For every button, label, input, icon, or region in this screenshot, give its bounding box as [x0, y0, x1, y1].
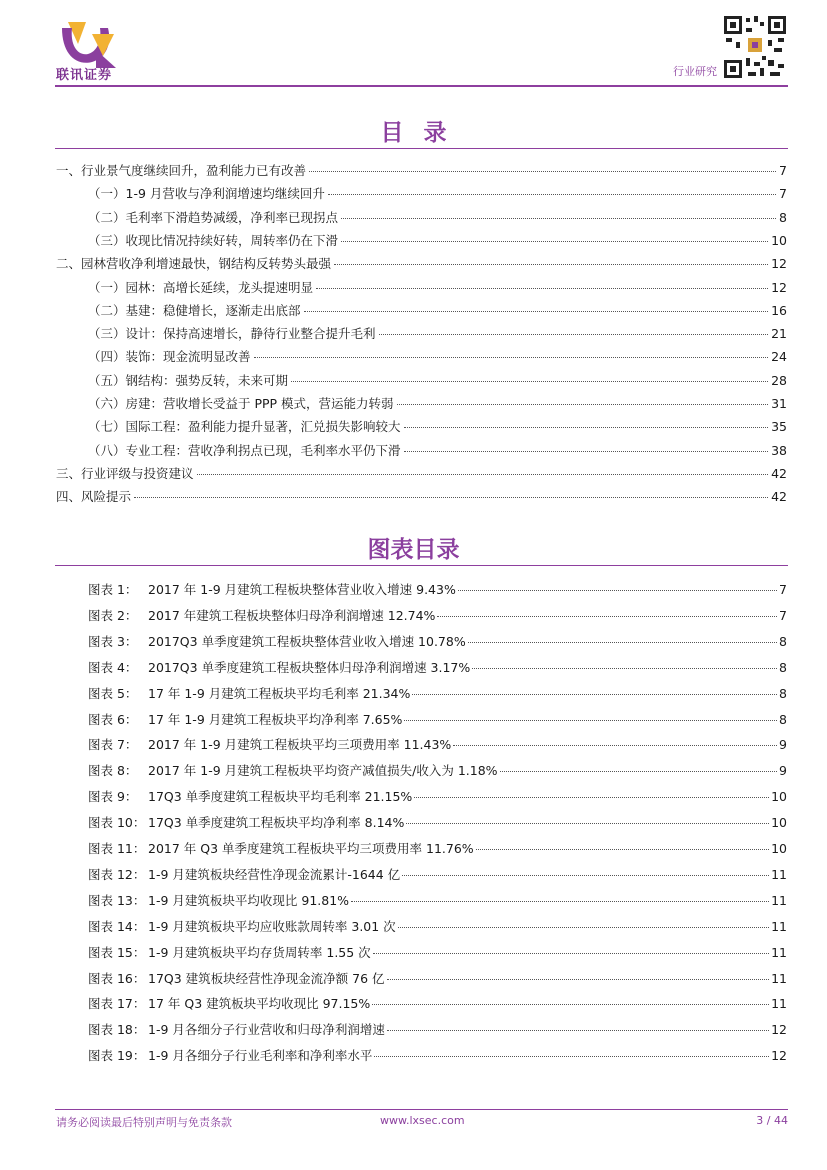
toc-entry-page: 42 — [771, 465, 787, 481]
figure-entry-tag: 图表 5： — [88, 685, 138, 701]
figure-entry[interactable] — [0, 969, 827, 991]
toc-leader-dots — [341, 241, 768, 242]
figure-leader-dots — [468, 642, 777, 643]
toc-entry-page: 12 — [771, 256, 787, 272]
toc-entry-label: （八）专业工程：营收净利拐点已现，毛利率水平仍下滑 — [88, 442, 401, 458]
toc-entry[interactable] — [0, 184, 827, 206]
figure-entry-page: 12 — [771, 1048, 787, 1064]
figure-leader-dots — [404, 720, 777, 721]
figure-leader-dots — [458, 590, 777, 591]
figure-entry[interactable] — [0, 839, 827, 861]
figure-entry-label: 1-9 月各细分子行业毛利率和净利率水平 — [148, 1048, 373, 1064]
figure-entry-tag: 图表 15： — [88, 944, 146, 960]
toc-entry[interactable] — [0, 417, 827, 439]
figure-leader-dots — [387, 979, 770, 980]
figure-entry[interactable] — [0, 710, 827, 732]
figure-entry-page: 8 — [779, 633, 787, 649]
figure-leader-dots — [351, 901, 769, 902]
figure-entry-label: 17 年 1-9 月建筑工程板块平均毛利率 21.34% — [148, 685, 411, 701]
toc-entry-label: 四、风险提示 — [56, 489, 132, 505]
figure-leader-dots — [476, 849, 769, 850]
figure-entry-tag: 图表 14： — [88, 918, 146, 934]
figure-leader-dots — [500, 771, 778, 772]
figure-entry[interactable] — [0, 891, 827, 913]
figure-entry[interactable] — [0, 684, 827, 706]
toc-entry[interactable] — [0, 441, 827, 463]
figure-entry-page: 11 — [771, 996, 787, 1012]
figure-entry-page: 9 — [779, 737, 787, 753]
toc-entry-label: （七）国际工程：盈利能力提升显著，汇兑损失影响较大 — [88, 419, 401, 435]
figure-entry-page: 12 — [771, 1022, 787, 1038]
toc-leader-dots — [404, 427, 769, 428]
toc-entry[interactable] — [0, 464, 827, 486]
figure-entry-label: 1-9 月各细分子行业营收和归母净利润增速 — [148, 1022, 385, 1038]
figure-entry-tag: 图表 7： — [88, 737, 138, 753]
section-label: 行业研究 — [673, 65, 717, 78]
figure-entry-page: 8 — [779, 711, 787, 727]
figure-entry-label: 1-9 月建筑板块平均收现比 91.81% — [148, 892, 350, 908]
figure-entry-page: 7 — [779, 607, 787, 623]
toc-entry-label: 二、园林营收净利增速最快，钢结构反转势头最强 — [56, 256, 332, 272]
figure-entry[interactable] — [0, 632, 827, 654]
figure-entry-tag: 图表 4： — [88, 659, 138, 675]
toc-leader-dots — [134, 497, 768, 498]
figure-entry-tag: 图表 2： — [88, 607, 138, 623]
toc-leader-dots — [309, 171, 776, 172]
qr-code-icon — [722, 14, 788, 80]
figure-entry-page: 11 — [771, 944, 787, 960]
figure-list-title: 图表目录 — [367, 537, 460, 563]
toc-entry-label: （一）园林：高增长延续，龙头提速明显 — [88, 279, 314, 295]
figure-entry-label: 2017Q3 单季度建筑工程板块整体归母净利润增速 3.17% — [148, 659, 471, 675]
toc-entry[interactable] — [0, 394, 827, 416]
toc-entry-page: 42 — [771, 489, 787, 505]
figure-entry[interactable] — [0, 994, 827, 1016]
toc-entry-label: （五）钢结构：强势反转，未来可期 — [88, 372, 289, 388]
figure-entry[interactable] — [0, 813, 827, 835]
figure-entry[interactable] — [0, 917, 827, 939]
toc-leader-dots — [397, 404, 769, 405]
toc-leader-dots — [304, 311, 769, 312]
figure-entry-label: 2017 年 1-9 月建筑工程板块整体营业收入增速 9.43% — [148, 582, 456, 597]
figure-entry-label: 1-9 月建筑板块平均存货周转率 1.55 次 — [148, 944, 371, 960]
figure-entry-label: 2017 年 1-9 月建筑工程板块平均资产减值损失/收入为 1.18% — [148, 763, 498, 779]
figure-entry-page: 11 — [771, 918, 787, 934]
figure-entry[interactable] — [0, 580, 827, 602]
footer-disclaimer[interactable]: 请务必阅读最后特别声明与免责条款 — [56, 1116, 232, 1129]
toc-title-divider — [55, 148, 788, 149]
toc-entry-label: （四）装饰：现金流明显改善 — [88, 349, 251, 365]
footer-page-number: 3 / 44 — [756, 1114, 788, 1127]
toc-entry-page: 38 — [771, 442, 787, 458]
toc-entry-page: 35 — [771, 419, 787, 435]
toc-leader-dots — [328, 194, 776, 195]
toc-entry[interactable] — [0, 347, 827, 369]
figure-entry-tag: 图表 13： — [88, 892, 146, 908]
figure-entry[interactable] — [0, 1046, 827, 1068]
toc-entry-label: 三、行业评级与投资建议 — [56, 465, 194, 481]
figure-leader-dots — [372, 1004, 769, 1005]
toc-entry-label: （二）基建：稳健增长，逐渐走出底部 — [88, 302, 301, 318]
toc-entry-label: （三）设计：保持高速增长，静待行业整合提升毛利 — [88, 326, 376, 342]
figure-entry[interactable] — [0, 865, 827, 887]
figure-entry[interactable] — [0, 658, 827, 680]
figure-entry-label: 2017Q3 单季度建筑工程板块整体营业收入增速 10.78% — [148, 633, 466, 649]
toc-entry-page: 16 — [771, 302, 787, 318]
figure-entry-page: 10 — [771, 789, 787, 805]
footer-divider — [55, 1109, 788, 1110]
figure-leader-dots — [414, 797, 769, 798]
figure-leader-dots — [412, 694, 777, 695]
toc-entry[interactable] — [0, 254, 827, 276]
toc-leader-dots — [341, 218, 776, 219]
toc-leader-dots — [291, 381, 768, 382]
toc-entry[interactable] — [0, 231, 827, 253]
figure-entry-tag: 图表 10： — [88, 815, 146, 831]
toc-entry-page: 31 — [771, 396, 787, 411]
figure-entry-page: 11 — [771, 970, 787, 986]
toc-entry[interactable] — [0, 208, 827, 230]
figure-leader-dots — [387, 1030, 769, 1031]
figure-leader-dots — [453, 745, 777, 746]
figure-entry[interactable] — [0, 606, 827, 628]
figure-entry-page: 8 — [779, 685, 787, 701]
figure-entry[interactable] — [0, 735, 827, 757]
figure-entry-tag: 图表 6： — [88, 711, 138, 727]
toc-leader-dots — [379, 334, 769, 335]
figure-entry-label: 2017 年 1-9 月建筑工程板块平均三项费用率 11.43% — [148, 737, 452, 753]
figure-entry-page: 11 — [771, 892, 787, 908]
figure-entry-tag: 图表 1： — [88, 582, 138, 597]
footer-website[interactable]: www.lxsec.com — [380, 1114, 465, 1127]
toc-leader-dots — [254, 357, 769, 358]
figure-entry-tag: 图表 16： — [88, 970, 146, 986]
figure-entry-label: 1-9 月建筑板块经营性净现金流累计-1644 亿 — [148, 866, 401, 882]
toc-entry[interactable] — [0, 278, 827, 300]
figure-leader-dots — [398, 927, 769, 928]
toc-entry-page: 12 — [771, 279, 787, 295]
figure-entry-page: 10 — [771, 841, 787, 856]
figure-entry-tag: 图表 12： — [88, 866, 146, 882]
toc-entry-label: （三）收现比情况持续好转，周转率仍在下滑 — [88, 232, 339, 248]
toc-leader-dots — [334, 264, 768, 265]
toc-entry-page: 8 — [779, 209, 787, 225]
figure-entry-label: 17 年 1-9 月建筑工程板块平均净利率 7.65% — [148, 711, 403, 727]
toc-title: 目录 — [380, 120, 467, 146]
figure-entry[interactable] — [0, 761, 827, 783]
figure-leader-dots — [373, 953, 769, 954]
figure-entry-label: 17Q3 建筑板块经营性净现金流净额 76 亿 — [148, 970, 385, 986]
toc-entry[interactable] — [0, 324, 827, 346]
figure-leader-dots — [437, 616, 777, 617]
figure-title-divider — [55, 565, 788, 566]
figure-leader-dots — [374, 1056, 769, 1057]
toc-entry[interactable] — [0, 161, 827, 183]
figure-entry-page: 8 — [779, 659, 787, 675]
figure-leader-dots — [406, 823, 769, 824]
toc-leader-dots — [197, 474, 769, 475]
toc-entry-label: 一、行业景气度继续回升，盈利能力已有改善 — [56, 163, 307, 178]
figure-entry-label: 17Q3 单季度建筑工程板块平均净利率 8.14% — [148, 815, 405, 831]
figure-entry-tag: 图表 3： — [88, 633, 138, 649]
figure-entry-page: 7 — [779, 582, 787, 597]
figure-entry[interactable] — [0, 943, 827, 965]
figure-entry-page: 11 — [771, 866, 787, 882]
toc-leader-dots — [316, 288, 768, 289]
figure-entry[interactable] — [0, 787, 827, 809]
toc-entry-page: 7 — [779, 186, 787, 202]
toc-entry-label: （一）1-9 月营收与净利润增速均继续回升 — [88, 186, 325, 202]
toc-entry-label: （二）毛利率下滑趋势减缓，净利率已现拐点 — [88, 209, 339, 225]
figure-entry-tag: 图表 11： — [88, 841, 146, 856]
toc-entry[interactable] — [0, 487, 827, 509]
figure-entry-label: 17Q3 单季度建筑工程板块平均毛利率 21.15% — [148, 789, 413, 805]
figure-leader-dots — [402, 875, 769, 876]
toc-entry[interactable] — [0, 371, 827, 393]
toc-entry-page: 10 — [771, 232, 787, 248]
toc-entry-page: 24 — [771, 349, 787, 365]
figure-entry-tag: 图表 17： — [88, 996, 146, 1012]
figure-entry-tag: 图表 8： — [88, 763, 138, 779]
figure-entry-tag: 图表 9： — [88, 789, 138, 805]
figure-entry-page: 10 — [771, 815, 787, 831]
brand-name: 联讯证券 — [56, 68, 113, 83]
figure-entry-label: 17 年 Q3 建筑板块平均收现比 97.15% — [148, 996, 371, 1012]
figure-entry-page: 9 — [779, 763, 787, 779]
figure-entry[interactable] — [0, 1020, 827, 1042]
toc-entry-label: （六）房建：营收增长受益于 PPP 模式，营运能力转弱 — [88, 396, 394, 411]
toc-leader-dots — [404, 451, 769, 452]
toc-entry-page: 28 — [771, 372, 787, 388]
toc-entry[interactable] — [0, 301, 827, 323]
header-divider — [55, 85, 788, 87]
figure-entry-tag: 图表 19： — [88, 1048, 146, 1064]
page-header — [0, 0, 827, 90]
figure-leader-dots — [472, 668, 777, 669]
toc-entry-page: 7 — [779, 163, 787, 178]
toc-entry-page: 21 — [771, 326, 787, 342]
figure-entry-label: 1-9 月建筑板块平均应收账款周转率 3.01 次 — [148, 918, 396, 934]
figure-entry-label: 2017 年 Q3 单季度建筑工程板块平均三项费用率 11.76% — [148, 841, 474, 856]
figure-entry-tag: 图表 18： — [88, 1022, 146, 1038]
figure-entry-label: 2017 年建筑工程板块整体归母净利润增速 12.74% — [148, 607, 436, 623]
